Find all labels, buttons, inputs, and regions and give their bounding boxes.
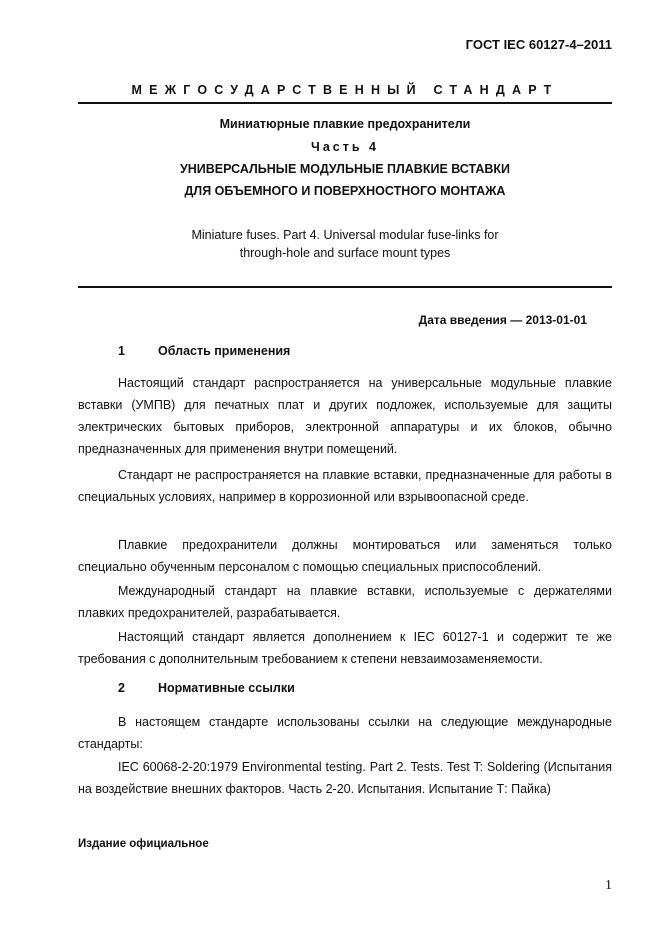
- section-title: Нормативные ссылки: [158, 681, 295, 695]
- section-number: 1: [118, 344, 125, 358]
- title-line-1: Миниатюрные плавкие предохранители: [219, 117, 471, 131]
- title-line-3: УНИВЕРСАЛЬНЫЕ МОДУЛЬНЫЕ ПЛАВКИЕ ВСТАВКИ: [179, 162, 511, 176]
- intro-date: Дата введения — 2013-01-01: [418, 313, 587, 327]
- paragraph: Международный стандарт на плавкие вставки, используемые с держателями плавких предохранителей, разрабатывается.: [78, 584, 612, 620]
- paragraph: IEC 60068-2-20:1979 Environmental testing. Part 2. Tests. Test T: Soldering (Испытания на воздействие внешних факторов. Часть 2-20. Испытания. Испытание Т: Пайка): [78, 760, 612, 796]
- official-edition-label: Издание официальное: [78, 838, 209, 850]
- paragraph: Стандарт не распространяется на плавкие вставки, предназначенные для работы в специальных условиях, например в коррозионной или взрывоопасной среде.: [78, 468, 612, 504]
- title-en-line-2: through-hole and surface mount types: [239, 246, 451, 260]
- paragraph: Настоящий стандарт распространяется на универсальные модульные плавкие вставки (УМПВ) для печатных плат и других подложек, используемые для защиты электрических бытовых приборов, электронной аппаратуры и их блоков, обычно предназначенных для применения внутри помещений.: [78, 376, 612, 456]
- title-divider: [78, 286, 612, 288]
- header-divider: [78, 102, 612, 104]
- title-part: Часть 4: [311, 140, 379, 154]
- title-en-line-1: Miniature fuses. Part 4. Universal modular fuse-links for: [191, 228, 499, 242]
- paragraph: Настоящий стандарт является дополнением к IEC 60127-1 и содержит те же требования с дополнительным требованием к степени невзаимозаменяемости.: [78, 630, 612, 666]
- interstate-standard-heading: МЕЖГОСУДАРСТВЕННЫЙ СТАНДАРТ: [131, 83, 559, 97]
- page-number: 1: [605, 878, 612, 893]
- section-number: 2: [118, 681, 125, 695]
- section-heading-references: [118, 681, 295, 695]
- gost-code: ГОСТ IEC 60127-4–2011: [465, 37, 612, 52]
- title-line-4: ДЛЯ ОБЪЕМНОГО И ПОВЕРХНОСТНОГО МОНТАЖА: [184, 184, 506, 198]
- paragraph: В настоящем стандарте использованы ссылки на следующие международные стандарты:: [78, 715, 612, 751]
- paragraph: Плавкие предохранители должны монтироваться или заменяться только специально обученным персоналом с помощью специальных приспособлений.: [78, 538, 612, 574]
- section-title: Область применения: [158, 344, 291, 358]
- section-heading-scope: [118, 344, 290, 358]
